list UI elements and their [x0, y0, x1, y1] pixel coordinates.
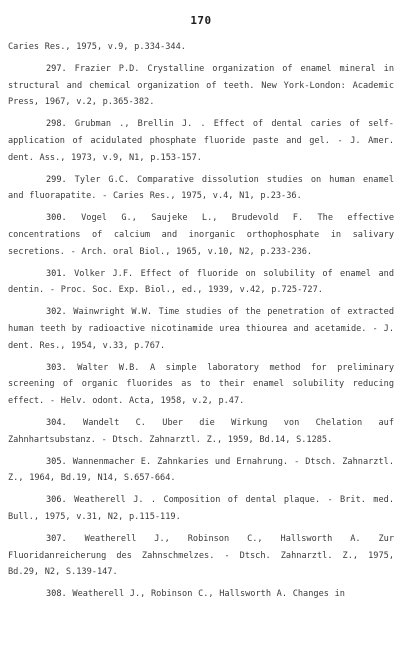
reference-item [8, 172, 394, 206]
reference-number: 299. [46, 174, 67, 185]
reference-item [8, 531, 394, 581]
reference-text: Grubman ., Brellin J. . Effect of dental caries of self-application of acidulated phosphate fluoride paste and gel. - J. Amer. dent. Ass., 1973, v.9, N1, p.153-157. [8, 119, 394, 163]
reference-item [8, 39, 394, 56]
reference-number: 308. [46, 589, 67, 600]
reference-number: 304. [46, 417, 67, 428]
reference-number: 306. [46, 495, 67, 506]
reference-text: Wainwright W.W. Time studies of the penetration of extracted human teeth by radioactive nicotinamide urea thiourea and acetamide. - J. dent. Res., 1954, v.33, p.767. [8, 307, 394, 351]
reference-number: 300. [46, 213, 67, 224]
page-number: 170 [190, 14, 212, 27]
reference-text: Wandelt C. Uber die Wirkung von Chelation auf Zahnhartsubstanz. - Dtsch. Zahnarztl. Z., 1959, Bd.14, S.1285. [8, 417, 394, 445]
reference-text: Walter W.B. A simple laboratory method for preliminary screening of organic fluorides as to their enamel solubility reducing effect. - Helv. odont. Acta, 1958, v.2, p.47. [8, 362, 394, 407]
reference-number: 305. [46, 456, 67, 467]
reference-number: 297. [46, 63, 67, 74]
reference-item [8, 61, 394, 111]
reference-text: Frazier P.D. Crystalline organization of enamel mineral in structural and chemical organization of teeth. New York-London: Academic Press, 1967, v.2, p.365-382. [8, 63, 394, 108]
reference-text: Weatherell J., Robinson C., Hallsworth A. Zur Fluoridanreicherung des Zahnschmelzes. - Dtsch. Zahnarztl. Z., 1975, Bd.29, N2, S.139-147. [8, 533, 394, 578]
reference-number: 303. [46, 362, 67, 373]
reference-item [8, 304, 394, 354]
reference-item [8, 415, 394, 449]
reference-item [8, 266, 394, 300]
reference-item [8, 360, 394, 410]
reference-number: 301. [46, 268, 67, 279]
reference-text: Volker J.F. Effect of fluoride on solubility of enamel and dentin. - Proc. Soc. Exp. Biol., ed., 1939, v.42, p.725-727. [8, 268, 394, 296]
reference-number: 298. [46, 119, 67, 130]
reference-number: 307. [46, 533, 67, 544]
reference-text: Tyler G.C. Comparative dissolution studies on human enamel and fluorapatite. - Caries Res., 1975, v.4, N1, p.23-36. [8, 174, 394, 202]
reference-item [8, 492, 394, 526]
reference-item [8, 586, 394, 603]
reference-text: Vogel G., Saujeke L., Brudevold F. The effective concentrations of calcium and inorganic orthophosphate in salivary secretions. - Arch. oral Biol., 1965, v.10, N2, p.233-236. [8, 213, 394, 257]
reference-number: 302. [46, 307, 67, 318]
reference-text: Weatherell J., Robinson C., Hallsworth A. Changes in [72, 589, 345, 600]
reference-item [8, 116, 394, 166]
reference-item [8, 210, 394, 260]
reference-text: Weatherell J. . Composition of dental plaque. - Brit. med. Bull., 1975, v.31, N2, p.115-119. [8, 495, 394, 522]
reference-item [8, 454, 394, 488]
reference-text: Caries Res., 1975, v.9, p.334-344. [8, 42, 186, 52]
reference-text: Wannenmacher E. Zahnkaries und Ernahrung. - Dtsch. Zahnarztl. Z., 1964, Bd.19, N14, S.657-664. [8, 456, 394, 484]
reference-list [8, 39, 394, 603]
